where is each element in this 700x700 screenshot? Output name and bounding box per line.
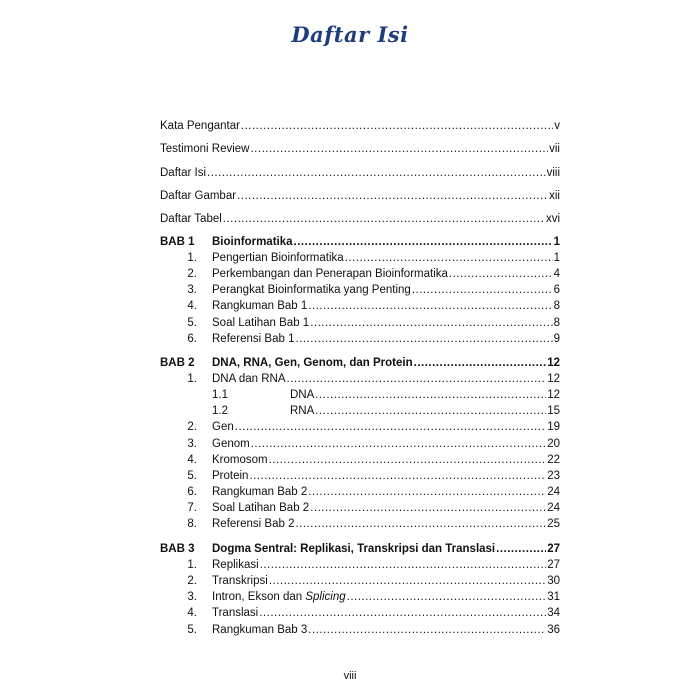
chapter-page: 12 xyxy=(547,357,560,369)
chapter-page: 1 xyxy=(553,236,560,248)
toc-entry-label: Testimoni Review xyxy=(160,143,250,156)
section-label: Referensi Bab 1 xyxy=(212,332,295,345)
chapter-number: BAB 1 xyxy=(160,236,195,248)
toc-entry-label: Daftar Gambar xyxy=(160,189,237,202)
section-page: 24 xyxy=(547,501,560,514)
dot-leader xyxy=(414,358,547,370)
section-label: Referensi Bab 2 xyxy=(212,518,295,530)
chapter-heading[interactable] xyxy=(160,234,560,249)
section-label: Gen xyxy=(212,421,234,434)
section-number: 6. xyxy=(187,485,197,498)
toc-entry[interactable] xyxy=(160,188,560,203)
dot-leader xyxy=(295,519,546,531)
dot-leader xyxy=(315,390,546,402)
subsection-number: 1.2 xyxy=(212,405,228,418)
dot-leader xyxy=(295,334,552,346)
page-title: Daftar Isi xyxy=(291,22,409,47)
dot-leader xyxy=(250,144,548,156)
toc-subsection[interactable] xyxy=(160,387,560,402)
dot-leader xyxy=(308,625,546,637)
dot-leader xyxy=(259,608,546,620)
subsection-label: DNA xyxy=(290,389,315,402)
dot-leader xyxy=(345,253,553,265)
toc-section[interactable] xyxy=(160,298,560,313)
page-number: viii xyxy=(343,670,357,682)
section-page: 6 xyxy=(553,284,560,297)
section-label: Perangkat Bioinformatika yang Penting xyxy=(212,284,411,297)
section-number: 8. xyxy=(187,518,197,530)
section-page: 36 xyxy=(547,623,560,636)
dot-leader xyxy=(269,576,546,588)
section-label: Genom xyxy=(212,437,250,450)
toc-entry-page: xvi xyxy=(545,213,560,226)
toc-entry-page: vii xyxy=(549,143,560,156)
section-number: 4. xyxy=(187,300,197,313)
section-page: 34 xyxy=(547,607,560,620)
toc-entry-label: Daftar Isi xyxy=(160,166,207,179)
section-page: 1 xyxy=(553,252,560,265)
section-label: DNA dan RNA xyxy=(212,373,286,386)
dot-leader xyxy=(308,301,552,313)
toc-section[interactable] xyxy=(160,282,560,297)
section-label: Transkripsi xyxy=(212,575,268,588)
section-number: 3. xyxy=(187,591,197,604)
section-label: Rangkuman Bab 1 xyxy=(212,300,308,313)
section-label: Perkembangan dan Penerapan Bioinformatika xyxy=(212,268,448,281)
section-page: 22 xyxy=(547,453,560,466)
dot-leader xyxy=(315,406,546,418)
toc-section[interactable] xyxy=(160,266,560,281)
section-number: 2. xyxy=(187,575,197,588)
section-label: Protein xyxy=(212,469,249,482)
dot-leader xyxy=(347,592,547,604)
toc-section[interactable] xyxy=(160,516,560,531)
section-number: 5. xyxy=(187,316,197,329)
section-label: Pengertian Bioinformatika xyxy=(212,252,344,265)
section-label: Rangkuman Bab 3 xyxy=(212,623,308,636)
toc-entry-page: xii xyxy=(549,189,560,202)
toc-subsection[interactable] xyxy=(160,403,560,418)
section-number: 4. xyxy=(187,607,197,620)
toc-section[interactable] xyxy=(160,452,560,467)
section-number: 2. xyxy=(187,268,197,281)
dot-leader xyxy=(235,422,546,434)
toc-entry-page: v xyxy=(554,120,560,132)
chapter-title: Bioinformatika xyxy=(212,236,293,248)
dot-leader xyxy=(308,487,546,499)
dot-leader xyxy=(496,544,546,556)
section-number: 1. xyxy=(187,252,197,265)
dot-leader xyxy=(237,191,548,203)
dot-leader xyxy=(310,503,546,515)
section-label: Translasi xyxy=(212,607,259,620)
toc-section[interactable] xyxy=(160,371,560,386)
section-page: 15 xyxy=(547,405,560,418)
section-page: 8 xyxy=(553,300,560,313)
section-page: 23 xyxy=(547,469,560,482)
dot-leader xyxy=(310,318,552,330)
section-label: Soal Latihan Bab 2 xyxy=(212,501,310,514)
dot-leader xyxy=(249,471,546,483)
dot-leader xyxy=(223,214,545,226)
subsection-indent xyxy=(160,389,290,402)
chapter-title: Dogma Sentral: Replikasi, Transkripsi dan Translasi xyxy=(212,543,496,555)
section-label: Kromosom xyxy=(212,453,268,466)
toc-section[interactable] xyxy=(160,484,560,499)
toc-entry[interactable] xyxy=(160,211,560,226)
section-page: 4 xyxy=(553,268,560,281)
toc-entry[interactable] xyxy=(160,141,560,156)
section-label: Intron, Ekson dan Splicing xyxy=(212,591,346,604)
toc-section[interactable] xyxy=(160,557,560,572)
toc-section[interactable] xyxy=(160,436,560,451)
chapter-title: DNA, RNA, Gen, Genom, dan Protein xyxy=(212,357,413,369)
subsection-label: RNA xyxy=(290,405,315,418)
dot-leader xyxy=(449,269,553,281)
section-page: 19 xyxy=(547,421,560,434)
dot-leader xyxy=(241,121,553,133)
dot-leader xyxy=(260,560,547,572)
toc-section[interactable] xyxy=(160,419,560,434)
toc-section[interactable] xyxy=(160,622,560,637)
chapter-heading[interactable] xyxy=(160,541,560,556)
section-number: 3. xyxy=(187,437,197,450)
dot-leader xyxy=(269,455,547,467)
section-page: 31 xyxy=(547,591,560,604)
section-number: 5. xyxy=(187,623,197,636)
subsection-indent xyxy=(160,405,290,418)
section-number: 1. xyxy=(187,373,197,386)
section-label: Soal Latihan Bab 1 xyxy=(212,316,310,329)
chapter-number: BAB 3 xyxy=(160,543,195,555)
section-number: 4. xyxy=(187,453,197,466)
section-number: 6. xyxy=(187,332,197,345)
toc-section[interactable] xyxy=(160,605,560,620)
section-page: 12 xyxy=(547,389,560,402)
section-page: 25 xyxy=(547,518,560,530)
toc-entry[interactable] xyxy=(160,165,560,180)
section-page: 8 xyxy=(553,316,560,329)
dot-leader xyxy=(294,237,553,249)
chapter-page: 27 xyxy=(547,543,560,555)
toc-section[interactable] xyxy=(160,315,560,330)
section-page: 30 xyxy=(547,575,560,588)
toc-section[interactable] xyxy=(160,589,560,604)
toc-section[interactable] xyxy=(160,250,560,265)
subsection-number: 1.1 xyxy=(212,389,228,402)
toc-section[interactable] xyxy=(160,573,560,588)
section-number: 1. xyxy=(187,559,197,572)
dot-leader xyxy=(412,285,553,297)
toc-entry[interactable] xyxy=(160,118,560,133)
section-page: 9 xyxy=(553,332,560,345)
section-page: 24 xyxy=(547,485,560,498)
section-label: Replikasi xyxy=(212,559,259,572)
chapter-heading[interactable] xyxy=(160,355,560,370)
section-label-italic: Splicing xyxy=(305,591,346,604)
section-number: 3. xyxy=(187,284,197,297)
dot-leader xyxy=(207,168,546,180)
section-page: 27 xyxy=(547,559,560,572)
section-number: 7. xyxy=(187,501,197,514)
section-number: 2. xyxy=(187,421,197,434)
section-page: 12 xyxy=(547,373,560,386)
toc-section[interactable] xyxy=(160,468,560,483)
dot-leader xyxy=(287,374,547,386)
toc-section[interactable] xyxy=(160,331,560,346)
section-number: 5. xyxy=(187,469,197,482)
section-label: Rangkuman Bab 2 xyxy=(212,485,308,498)
toc-entry-label: Daftar Tabel xyxy=(160,213,222,226)
chapter-number: BAB 2 xyxy=(160,357,195,369)
toc-section[interactable] xyxy=(160,500,560,515)
toc-entry-label: Kata Pengantar xyxy=(160,120,240,132)
dot-leader xyxy=(251,439,546,451)
section-page: 20 xyxy=(547,437,560,450)
toc-entry-page: viii xyxy=(546,166,560,179)
